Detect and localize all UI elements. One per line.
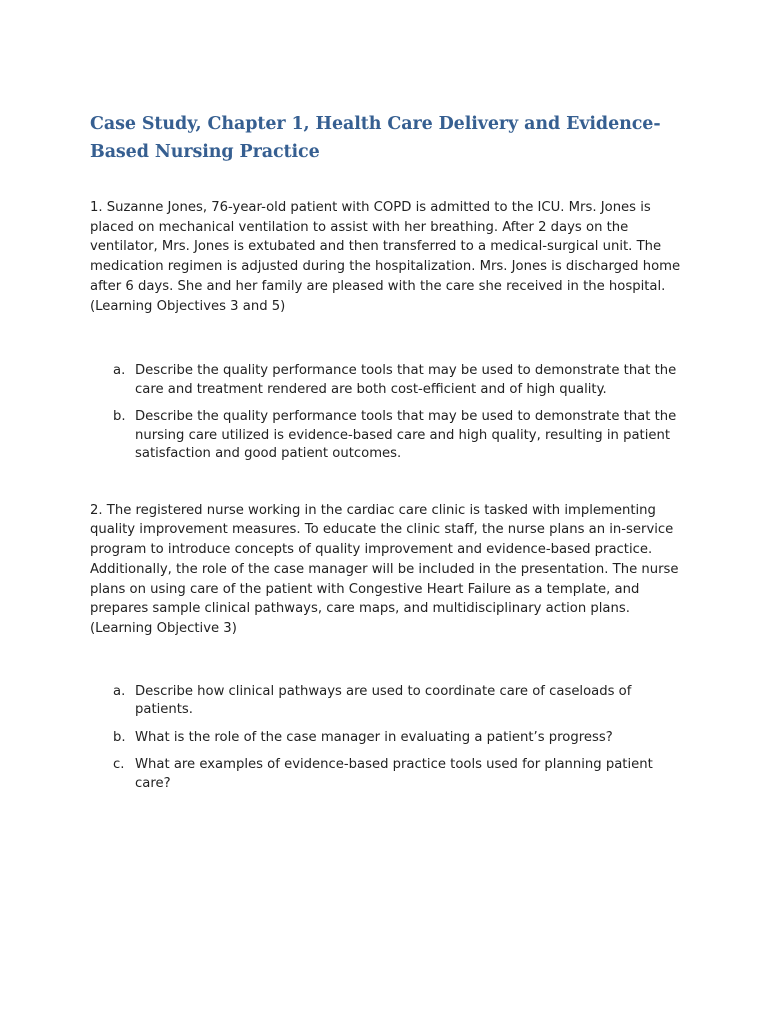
list-marker: a. bbox=[113, 363, 126, 379]
case-2-question-c bbox=[113, 756, 688, 793]
case-1-question-b bbox=[113, 408, 688, 464]
list-marker: a. bbox=[113, 683, 126, 699]
case-study-1-text: 1. Suzanne Jones, 76-year-old patient with COPD is admitted to the ICU. Mrs. Jones is placed on mechanical ventilation to assist with her breathing. After 2 days on the ventilator, Mrs. Jones is extubated and then transferred to a medical-surgical unit. The medication regimen is adjusted during the hospitalization. Mrs. Jones is discharged home after 6 days. She and her family are pleased with the care she received in the hospital. (Learning Objectives 3 and 5) bbox=[90, 200, 681, 314]
case-study-2-questions bbox=[90, 683, 688, 794]
case-study-2-text: 2. The registered nurse working in the cardiac care clinic is tasked with implementing quality improvement measures. To educate the clinic staff, the nurse plans an in-service program to introduce concepts of quality improvement and evidence-based practice. Additionally, the role of the case manager will be included in the presentation. The nurse plans on using care of the patient with Congestive Heart Failure as a template, and prepares sample clinical pathways, care maps, and multidisciplinary action plans. (Learning Objective 3) bbox=[90, 502, 679, 636]
question-text: Describe the quality performance tools that may be used to demonstrate that the care and treatment rendered are both cost-efficient and of high quality. bbox=[135, 363, 677, 397]
case-1-question-a bbox=[113, 362, 688, 399]
question-text: Describe the quality performance tools that may be used to demonstrate that the nursing care utilized is evidence-based care and high quality, resulting in patient satisfaction and good patient outcomes. bbox=[135, 409, 677, 462]
case-2-question-a bbox=[113, 683, 688, 720]
question-text: What are examples of evidence-based practice tools used for planning patient care? bbox=[135, 757, 653, 791]
question-text: Describe how clinical pathways are used to coordinate care of caseloads of patients. bbox=[135, 683, 632, 718]
list-marker: b. bbox=[113, 409, 126, 425]
question-text: What is the role of the case manager in evaluating a patient’s progress? bbox=[135, 729, 613, 745]
case-study-1-questions bbox=[90, 362, 688, 464]
list-marker: b. bbox=[113, 729, 126, 745]
document-title: Case Study, Chapter 1, Health Care Delivery and Evidence-Based Nursing Practice bbox=[90, 114, 661, 162]
case-2-question-b bbox=[113, 729, 688, 748]
list-marker: c. bbox=[113, 757, 125, 773]
